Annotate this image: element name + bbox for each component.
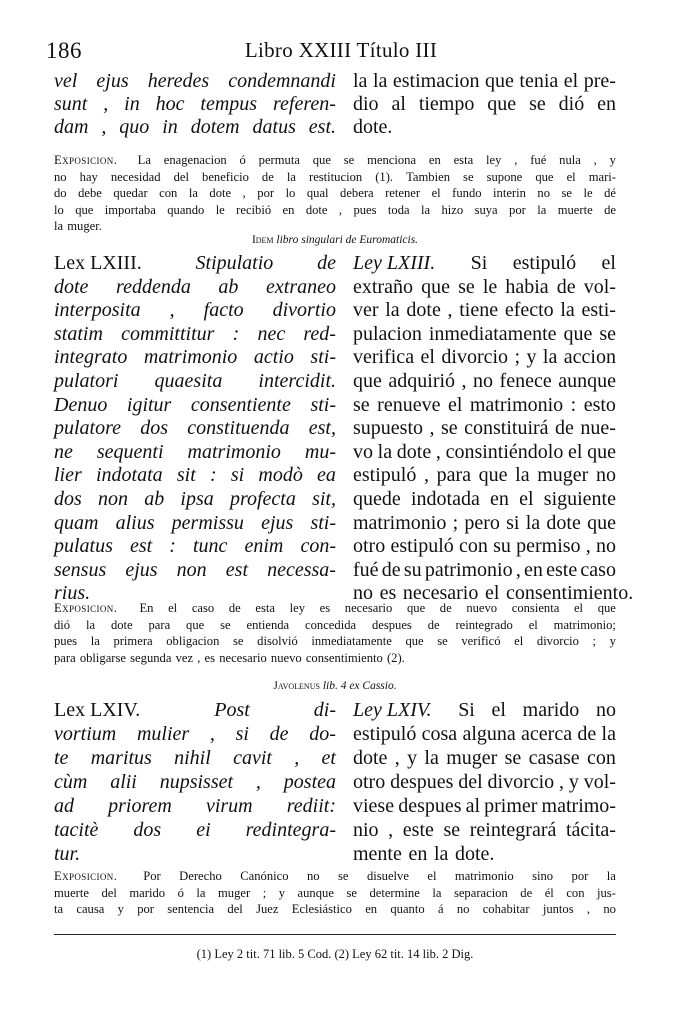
spanish-line: se renueve el matrimonio : esto — [353, 393, 616, 416]
latin-line: interposita , facto divortio — [54, 299, 336, 322]
spanish-text: Si — [458, 699, 475, 721]
exposicion-text: se — [338, 869, 349, 883]
latin-line: dos non ab ipsa profecta sit, — [54, 487, 336, 510]
exposicion-line: dió la dote para que se entienda concedida despues de reintegrado el matrimonio; — [54, 617, 616, 632]
spanish-line: no es necesario el consentimiento. — [353, 582, 634, 605]
spanish-text: el — [491, 699, 506, 721]
spanish-line: que adquirió , no fenece aunque — [353, 369, 616, 392]
spanish-line: la la estimacion que tenia el pre- — [353, 70, 616, 92]
spanish-text: estipuló — [512, 252, 577, 274]
latin-text: di- — [313, 699, 336, 721]
exposicion-text: que — [312, 153, 331, 167]
spanish-line: quede indotada en el siguiente — [353, 487, 616, 510]
exposicion-text: Por — [143, 869, 161, 883]
latin-line: Denuo igitur consentiente sti- — [54, 393, 336, 416]
exposicion-text: de — [439, 601, 452, 615]
latin-line: lier indotata sit : si modò ea — [54, 464, 336, 487]
exposicion-line: no hay necesidad del beneficio de la restitucion (1). Tambien se supone que el mari- — [54, 169, 616, 184]
exposicion-text: el — [427, 869, 437, 883]
footnotes: (1) Ley 2 tit. 71 lib. 5 Cod. (2) Ley 62 tit. 14 lib. 2 Dig. — [196, 947, 474, 961]
footnote-rule — [54, 934, 616, 935]
spanish-text: marido — [522, 699, 580, 721]
exposicion-text: el — [573, 601, 584, 615]
latin-line: ad priorem virum rediit: — [54, 795, 336, 817]
source-attribution-1 — [54, 234, 616, 246]
latin-text: Post — [214, 699, 250, 721]
source-work: libro singulari de Euromaticis. — [276, 234, 419, 246]
exposicion-line: pues la primera obligacion se disolvió inmediatamente que se verificó el divorcio ; y — [54, 634, 616, 648]
spanish-line: extraño que se le habia de vol- — [353, 275, 616, 298]
exposicion-text: el — [168, 601, 178, 615]
exposicion-line: muerte del marido ó la muger ; y aunque se determine la separacion de él con jus- — [54, 885, 616, 900]
exposicion-text: no — [306, 869, 320, 883]
spanish-column — [353, 70, 616, 139]
source-author: Idem — [251, 234, 274, 246]
exposicion-line: lo que importaba quando le recibió en dote , pues toda la hizo suya por la muerte de — [54, 202, 616, 217]
exposicion-text: fué — [530, 153, 547, 167]
source-author: Javolenus — [273, 680, 320, 692]
exposicion-line — [54, 152, 616, 169]
exposicion-text: , — [514, 153, 518, 167]
exposicion-text: Canónico — [240, 869, 289, 883]
exposicion-text: la — [606, 869, 616, 883]
exposicion-text: se — [343, 153, 355, 167]
spanish-line: otro despues del divorcio , y vol- — [353, 771, 616, 793]
spanish-line — [353, 698, 616, 722]
spanish-column — [353, 252, 634, 606]
spanish-line: verifica el divorcio ; y la accion — [353, 346, 616, 369]
latin-line: quam alius permissu ejus sti- — [54, 511, 336, 534]
spanish-line: mente en la dote. — [353, 843, 495, 865]
spanish-text: el — [601, 252, 616, 274]
latin-line: pulatus est : tunc enim con- — [54, 535, 336, 558]
exposicion-text: nula — [559, 153, 581, 167]
latin-line: dote reddenda ab extraneo — [54, 275, 336, 298]
latin-line: dam , quo in dotem datus est. — [54, 116, 336, 138]
latin-line: tur. — [54, 843, 81, 865]
spanish-text: no — [595, 699, 616, 721]
exposicion-text: La — [137, 153, 151, 167]
spanish-line: matrimonio ; pero si la dote que — [353, 511, 616, 534]
exposicion-text: y — [609, 153, 616, 167]
exposicion-text: Derecho — [179, 869, 222, 883]
exposicion-paragraph-1 — [54, 152, 616, 235]
exposicion-text: ley — [289, 601, 305, 615]
running-title: Libro XXIII Título III — [244, 38, 438, 62]
source-attribution-2 — [54, 680, 616, 692]
exposicion-text: es — [319, 601, 331, 615]
latin-column — [54, 70, 336, 139]
exposicion-line: do debe quedar con la dote , por lo qual debera retener el fundo interin no se le dé — [54, 186, 616, 200]
spanish-line: vo la dote , consintiéndolo el que — [353, 440, 616, 463]
exposicion-paragraph-3 — [54, 868, 616, 918]
ley-heading: Ley LXIII. — [353, 252, 436, 274]
exposicion-line: ta causa y por sentencia del Juez Eclesiástico en quanto á no cohabitar juntos , no — [54, 902, 616, 916]
latin-column — [54, 698, 336, 866]
exposicion-text: necesario — [344, 601, 393, 615]
latin-text: de — [317, 252, 336, 274]
latin-line: pulatori quaesita intercidit. — [54, 369, 336, 392]
latin-line: cùm alii nupsisset , postea — [54, 771, 336, 793]
spanish-line: supuesto , se constituirá de nue- — [353, 417, 616, 440]
exposicion-text: enagenacion — [163, 153, 227, 167]
exposicion-text: sino — [532, 869, 554, 883]
exposicion-text: de — [228, 601, 241, 615]
spanish-line: otro estipuló con su permiso , no — [353, 535, 616, 558]
exposicion-line: para obligarse segunda vez , es necesario nuevo consentimiento (2). — [54, 650, 405, 665]
latin-line: integrato matrimonio actio sti- — [54, 346, 336, 369]
spanish-line: dote , y la muger se casase con — [353, 747, 616, 769]
exposicion-text: caso — [191, 601, 215, 615]
source-work: lib. 4 ex Cassio. — [322, 680, 397, 692]
exposicion-text: consienta — [511, 601, 560, 615]
exposicion-label: Exposicion. — [54, 601, 118, 615]
spanish-line: viese despues al primer matrimo- — [353, 795, 616, 817]
latin-line: pulatore dos constituenda est, — [54, 417, 336, 440]
ley-heading: Ley LXIV. — [353, 699, 432, 721]
exposicion-text: matrimonio — [454, 869, 514, 883]
exposicion-text: permuta — [258, 153, 300, 167]
exposicion-text: menciona — [367, 153, 417, 167]
spanish-line — [353, 252, 616, 276]
spanish-line: estipuló cosa alguna acerca de la — [353, 723, 616, 745]
latin-line: rius. — [54, 582, 91, 605]
exposicion-text: por — [571, 869, 589, 883]
spanish-line: estipuló , para que la muger no — [353, 464, 616, 487]
latin-line: te maritus nihil cavit , et — [54, 747, 336, 769]
latin-line: vel ejus heredes condemnandi — [54, 70, 336, 92]
latin-line: sensus ejus non est necessa- — [54, 558, 336, 581]
exposicion-text: disuelve — [366, 869, 409, 883]
spanish-text: Si — [470, 252, 488, 274]
latin-line: tacitè dos ei redintegra- — [54, 819, 336, 841]
exposicion-text: En — [139, 601, 154, 615]
exposicion-text: ley — [486, 153, 502, 167]
spanish-line: dote. — [353, 116, 393, 138]
lex-heading: Lex LXIII. — [54, 252, 142, 274]
exposicion-paragraph-2 — [54, 600, 616, 666]
spanish-line: fué de su patrimonio , en este caso — [353, 558, 616, 581]
spanish-line: dio al tiempo que se dió en — [353, 93, 616, 115]
spanish-line: pulacion inmediatamente que se — [353, 322, 616, 345]
latin-line: vortium mulier , si de do- — [54, 723, 336, 745]
latin-text: Stipulatio — [195, 252, 274, 274]
exposicion-line: la muger. — [54, 219, 102, 233]
spanish-column — [353, 698, 616, 866]
exposicion-text: que — [597, 601, 616, 615]
exposicion-text: , — [593, 153, 597, 167]
latin-line — [54, 252, 336, 276]
exposicion-label: Exposicion. — [54, 153, 118, 167]
exposicion-line — [54, 600, 616, 617]
spanish-line: ver la dote , tiene efecto la esti- — [353, 299, 616, 322]
latin-line — [54, 698, 336, 722]
latin-column — [54, 252, 336, 606]
latin-line: statim committitur : nec red- — [54, 322, 336, 345]
spanish-line: nio , este se reintegrará tácita- — [353, 819, 616, 841]
exposicion-line — [54, 868, 616, 885]
exposicion-text: esta — [255, 601, 275, 615]
latin-line: ne sequenti matrimonio mu- — [54, 440, 336, 463]
exposicion-text: que — [406, 601, 426, 615]
exposicion-label: Exposicion. — [54, 869, 118, 883]
lex-heading: Lex LXIV. — [54, 699, 141, 721]
exposicion-text: esta — [453, 153, 474, 167]
exposicion-text: ó — [239, 153, 246, 167]
page-header — [46, 38, 636, 68]
exposicion-text: nuevo — [466, 601, 498, 615]
page-number: 186 — [46, 38, 82, 63]
latin-line: sunt , in hoc tempus referen- — [54, 93, 336, 115]
exposicion-text: en — [428, 153, 441, 167]
